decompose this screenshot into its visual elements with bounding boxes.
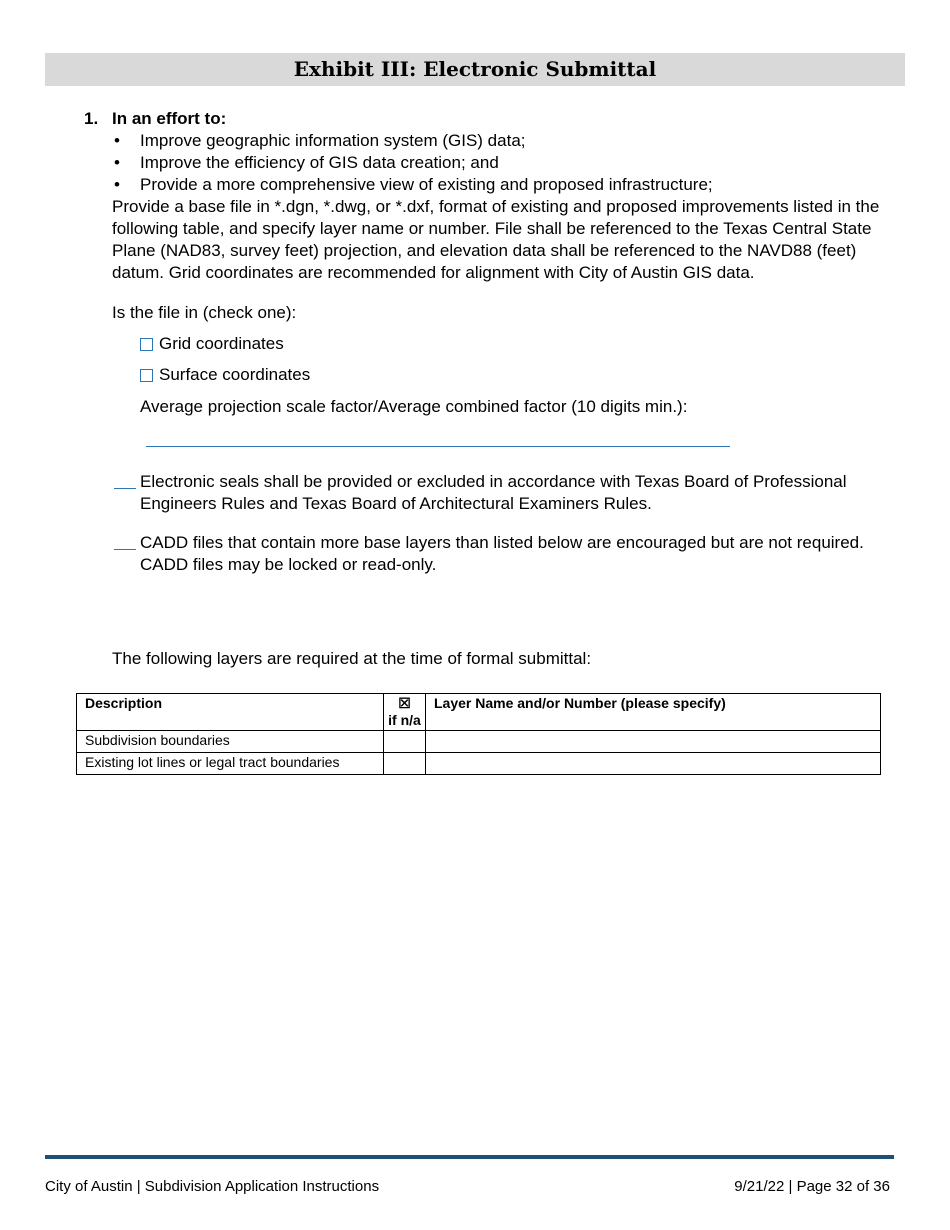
note-text: Electronic seals shall be provided or excluded in accordance with Texas Board of Professional Engineers Rules and Texas Board of Architectural Examiners Rules. [140, 472, 847, 513]
option-label: Surface coordinates [159, 365, 311, 384]
page-title: Exhibit III: Electronic Submittal [293, 57, 657, 81]
bullet-item: • Improve geographic information system (GIS) data; [112, 130, 894, 152]
header-description: Description [77, 694, 384, 731]
layers-table [76, 693, 881, 775]
row-na-cell[interactable] [384, 753, 426, 775]
table-row [77, 753, 881, 775]
scale-factor-label: Average projection scale factor/Average combined factor (10 digits min.): [140, 397, 688, 416]
row-layer-cell[interactable] [426, 753, 881, 775]
row-description: Subdivision boundaries [77, 731, 384, 753]
checkbox-icon[interactable] [140, 338, 153, 351]
option-surface-coordinates[interactable] [140, 364, 894, 386]
bullet-item: • Improve the efficiency of GIS data creation; and [112, 152, 894, 174]
section-1 [84, 108, 894, 670]
table-row [77, 731, 881, 753]
initial-blank[interactable] [114, 488, 136, 489]
section-number: 1. [84, 109, 99, 128]
section-heading-text: In an effort to: [112, 109, 227, 128]
note-cadd-files [140, 532, 894, 576]
page-header [45, 53, 905, 86]
scale-factor-input-line[interactable] [146, 446, 730, 447]
row-na-cell[interactable] [384, 731, 426, 753]
header-layer: Layer Name and/or Number (please specify) [426, 694, 881, 731]
note-text: CADD files that contain more base layers than listed below are encouraged but are not required. CADD files may be locked or read-only. [140, 533, 864, 574]
note-electronic-seals [140, 471, 894, 515]
checkbox-icon[interactable] [140, 369, 153, 382]
initial-blank[interactable] [114, 549, 136, 550]
option-label: Grid coordinates [159, 334, 284, 353]
footer-left: City of Austin | Subdivision Application Instructions [45, 1178, 380, 1195]
bullet-item: • Provide a more comprehensive view of existing and proposed infrastructure; [112, 174, 894, 196]
checked-box-icon: ☒ [398, 695, 411, 711]
section-heading [84, 108, 894, 130]
option-grid-coordinates[interactable] [140, 333, 894, 355]
header-na [384, 694, 426, 731]
table-header-row [77, 694, 881, 731]
layers-intro: The following layers are required at the time of formal submittal: [112, 649, 592, 668]
header-na-text: if n/a [388, 712, 421, 728]
row-description: Existing lot lines or legal tract boundaries [77, 753, 384, 775]
coordinates-question: Is the file in (check one): [112, 303, 297, 322]
row-layer-cell[interactable] [426, 731, 881, 753]
footer-right: 9/21/22 | Page 32 of 36 [734, 1178, 890, 1195]
bullet-list [84, 130, 894, 196]
instructions-paragraph: Provide a base file in *.dgn, *.dwg, or *.dxf, format of existing and proposed improvements listed in the following table, and specify layer name or number. File shall be referenced to the Texas Central State Plane (NAD83, survey feet) projection, and elevation data shall be referenced to the NAVD88 (feet) datum. Grid coordinates are recommended for alignment with City of Austin GIS data. [112, 197, 880, 282]
footer-rule [45, 1155, 894, 1159]
